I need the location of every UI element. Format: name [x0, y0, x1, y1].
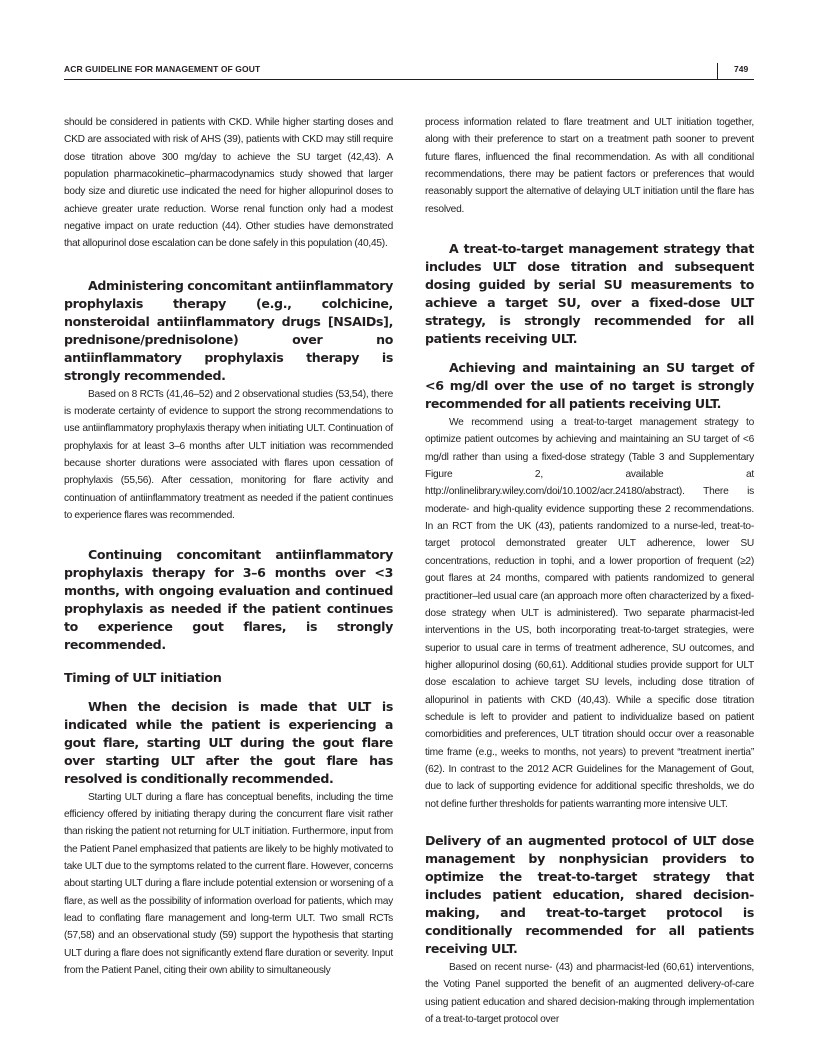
left-column	[64, 114, 393, 979]
recommendation-su-target: Achieving and maintaining an SU target of <6 mg/dl over the use of no target is strongly recommended for all patients receiving ULT.	[425, 360, 754, 412]
body-paragraph-augmented-protocol: Based on recent nurse- (43) and pharmacist-led (60,61) interventions, the Voting Panel supported the benefit of an augmented delivery-of-care using patient education and shared decision-making through implementation of a treat-to-target protocol over	[425, 961, 754, 1025]
recommendation-ult-during-flare: When the decision is made that ULT is indicated while the patient is experiencing a gout flare, starting ULT during the gout flare over starting ULT after the gout flare has resolved is conditionally recommended.	[64, 698, 393, 786]
section-heading-timing: Timing of ULT initiation	[64, 669, 222, 685]
page-header	[64, 60, 754, 82]
body-paragraph-allopurinol-ckd: should be considered in patients with CKD. While higher starting doses and CKD are associated with risk of AHS (39), patients with CKD may still require dose titration above 300 mg/day to achieve the SU target (42,43). A population pharmacokinetic–pharmacodynamics study showed that larger body size and diuretic use indicated the need for higher allopurinol doses to achieve greater urate reduction. Worse renal function only had a modest negative impact on urate reduction (44). Other studies have demonstrated that allopurinol dose escalation can be done safely in this population (40,45).	[64, 117, 393, 250]
body-paragraph-treat-to-target-evidence: We recommend using a treat-to-target management strategy to optimize patient outcomes by achieving and maintaining an SU target of <6 mg/dl rather than using a fixed-dose strategy (Table 3 and Supplementary Figure 2, available at http://onlinelibrary.wiley.com/doi/10.1002/acr.24180/abstract). There is moderate- and high-quality evidence supporting these 2 recommendations. In an RCT from the UK (43), patients randomized to a nurse-led, treat-to-target protocol demonstrated greater ULT adherence, lower SU concentrations, reduction in tophi, and a lower proportion of frequent (≥2) gout flares at 24 months, compared with patients randomized to general practitioner–led usual care (an approach more often characterized by a fixed-dose strategy when ULT is administered). Two separate pharmacist-led interventions in the US, both incorporating treat-to-target strategies, were superior to usual care in terms of treatment adherence, SU outcomes, and higher allopurinol dosing (60,61). Additional studies provide support for ULT dose escalation to achieve target SU levels, including dose titration of allopurinol in patients with CKD (40,43). While a specific dose titration schedule is left to provider and patient to individualize based on patient comorbidities and preferences, ULT titration should occur over a reasonable time frame (e.g., weeks to months, not years) to prevent “treatment inertia” (62). In contrast to the 2012 ACR Guidelines for the Management of Gout, due to lack of supporting evidence for additional specific thresholds, we do not define further thresholds for patients warranting more intensive ULT.	[425, 417, 754, 810]
body-paragraph-ult-during-flare: Starting ULT during a flare has conceptual benefits, including the time efficiency offered by initiating therapy during the concurrent flare visit rather than risking the patient not returning for ULT initiation. Furthermore, input from the Patient Panel emphasized that patients are likely to be highly motivated to take ULT due to the symptoms related to the current flare. However, concerns about starting ULT during a flare include potential extension or worsening of a flare, as well as the possibility of information overload for patients, which may lead to conflating flare management and long-term ULT. Two small RCTs (57,58) and an observational study (59) support the hypothesis that starting ULT during a flare does not significantly extend flare duration or severity. Input from the Patient Panel, citing their own ability to simultaneously	[64, 791, 393, 976]
body-paragraph-flare-initiation: process information related to flare treatment and ULT initiation together, along with their preference to start on a treatment path sooner to prevent future flares, influenced the final recommendation. As with all conditional recommendations, there may be patient factors or preferences that would reasonably support the alternative of delaying ULT initiation until the flare has resolved.	[425, 117, 754, 215]
right-column	[425, 114, 754, 1028]
recommendation-prophylaxis-duration: Continuing concomitant antiinflammatory prophylaxis therapy for 3–6 months over <3 months, with ongoing evaluation and continued prophylaxis as needed if the patient continues to experience gout flares, is strongly recommended.	[64, 546, 393, 652]
header-rule	[64, 79, 754, 80]
recommendation-treat-to-target: A treat-to-target management strategy that includes ULT dose titration and subsequent dosing guided by serial SU measurements to achieve a target SU, over a fixed-dose ULT strategy, is strongly recommended for all patients receiving ULT.	[425, 241, 754, 347]
page-number: 749	[734, 64, 749, 74]
body-paragraph-prophylaxis-evidence: Based on 8 RCTs (41,46–52) and 2 observational studies (53,54), there is moderate certainty of evidence to support the strong recommendations to use antiinflammatory prophylaxis therapy when initiating ULT. Continuation of prophylaxis for at least 3–6 months after ULT initiation was recommended because shorter durations were associated with flares upon cessation of prophylaxis (55,56). After cessation, monitoring for flare activity and continuation of antiinflammatory treatment as needed if the patient continues to experience flares was recommended.	[64, 388, 393, 522]
recommendation-prophylaxis: Administering concomitant antiinflammatory prophylaxis therapy (e.g., colchicine, nonsteroidal antiinflammatory drugs [NSAIDs], prednisone/prednisolone) over no antiinflammatory prophylaxis therapy is strongly recommended.	[64, 277, 393, 383]
header-divider-tick	[717, 63, 718, 79]
running-title: ACR GUIDELINE FOR MANAGEMENT OF GOUT	[64, 64, 261, 74]
recommendation-augmented-protocol: Delivery of an augmented protocol of ULT dose management by nonphysician providers to optimize the treat-to-target strategy that includes patient education, shared decision-making, and treat-to-target protocol is conditionally recommended for all patients receiving ULT.	[425, 832, 754, 956]
